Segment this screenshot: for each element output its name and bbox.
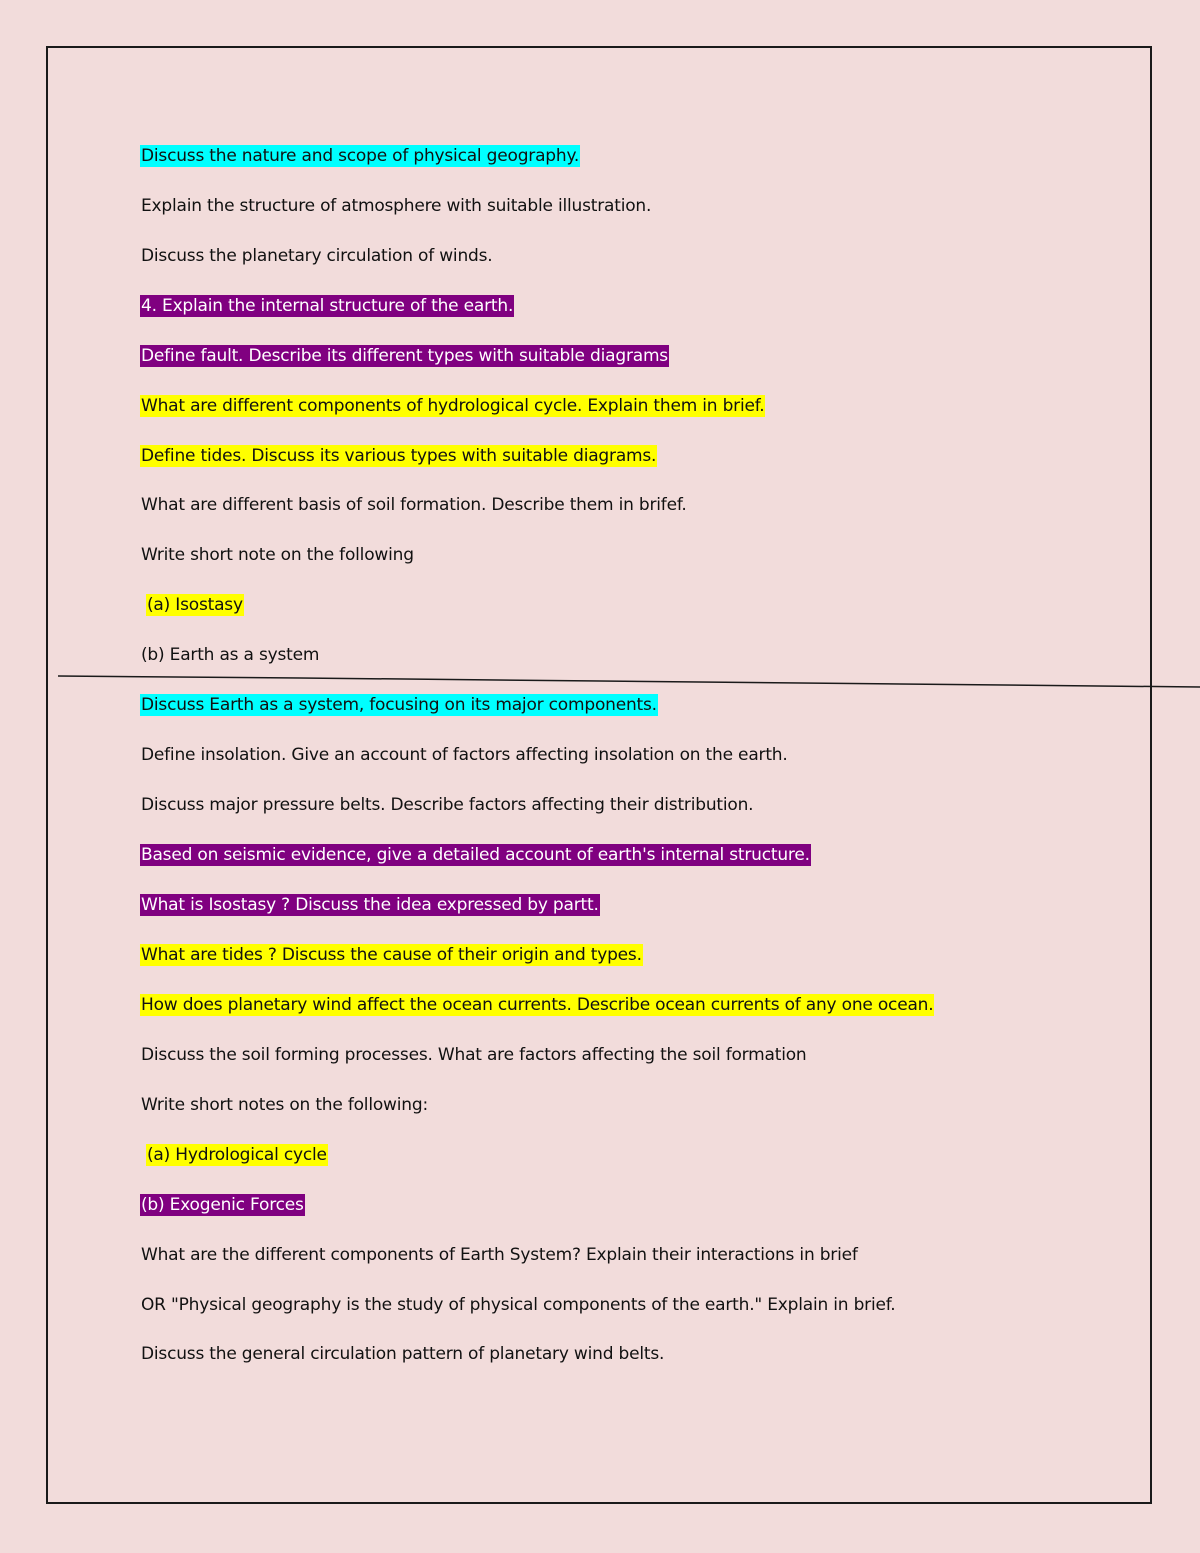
highlighted-question-text: Define tides. Discuss its various types with suitable diagrams. [141,446,657,466]
question-line [140,694,658,716]
highlighted-question-text: How does planetary wind affect the ocean currents. Describe ocean currents of any one ocean. [141,995,934,1015]
highlighted-question-text: What are different components of hydrological cycle. Explain them in brief. [141,396,765,416]
highlighted-question-text: Based on seismic evidence, give a detailed account of earth's internal structure. [141,845,810,865]
question-line [140,345,669,367]
question-line [140,245,493,267]
question-text: Explain the structure of atmosphere with suitable illustration. [141,196,652,216]
question-line [146,594,244,616]
question-line [146,1144,328,1166]
question-line [140,395,765,417]
highlighted-question-text: 4. Explain the internal structure of the earth. [141,296,514,316]
question-text: Discuss the general circulation pattern of planetary wind belts. [141,1344,665,1364]
highlighted-question-text: What is Isostasy ? Discuss the idea expressed by partt. [141,895,599,915]
question-line [140,1194,305,1216]
question-line [140,744,789,766]
question-line [140,1294,897,1316]
question-line [140,295,514,317]
question-text: OR "Physical geography is the study of physical components of the earth." Explain in brief. [141,1295,896,1315]
question-line [140,1244,859,1266]
question-line [140,195,652,217]
highlighted-question-text: (a) Isostasy [147,595,243,615]
question-text: (b) Earth as a system [141,645,320,665]
question-text: Discuss the planetary circulation of winds. [141,246,493,266]
highlighted-question-text: Discuss the nature and scope of physical geography. [141,146,580,166]
question-line [140,1044,808,1066]
question-text: Write short notes on the following: [141,1095,428,1115]
highlighted-question-text: (a) Hydrological cycle [147,1145,327,1165]
question-text: Discuss major pressure belts. Describe factors affecting their distribution. [141,795,754,815]
question-text: Discuss the soil forming processes. What are factors affecting the soil formation [141,1045,807,1065]
question-line [140,544,415,566]
question-text: Write short note on the following [141,545,414,565]
question-text: What are the different components of Earth System? Explain their interactions in brief [141,1245,858,1265]
question-line [140,1343,665,1365]
question-text: What are different basis of soil formation. Describe them in brifef. [141,495,687,515]
question-line [140,445,657,467]
question-line [140,494,688,516]
question-line [140,994,934,1016]
highlighted-question-text: (b) Exogenic Forces [141,1195,304,1215]
question-line [140,644,320,666]
highlighted-question-text: What are tides ? Discuss the cause of their origin and types. [141,945,642,965]
question-line [140,844,811,866]
highlighted-question-text: Discuss Earth as a system, focusing on its major components. [141,695,657,715]
question-line [140,944,643,966]
question-line [140,145,580,167]
question-line [140,894,600,916]
highlighted-question-text: Define fault. Describe its different types with suitable diagrams [141,346,668,366]
question-line [140,1094,429,1116]
question-line [140,794,754,816]
question-text: Define insolation. Give an account of factors affecting insolation on the earth. [141,745,788,765]
